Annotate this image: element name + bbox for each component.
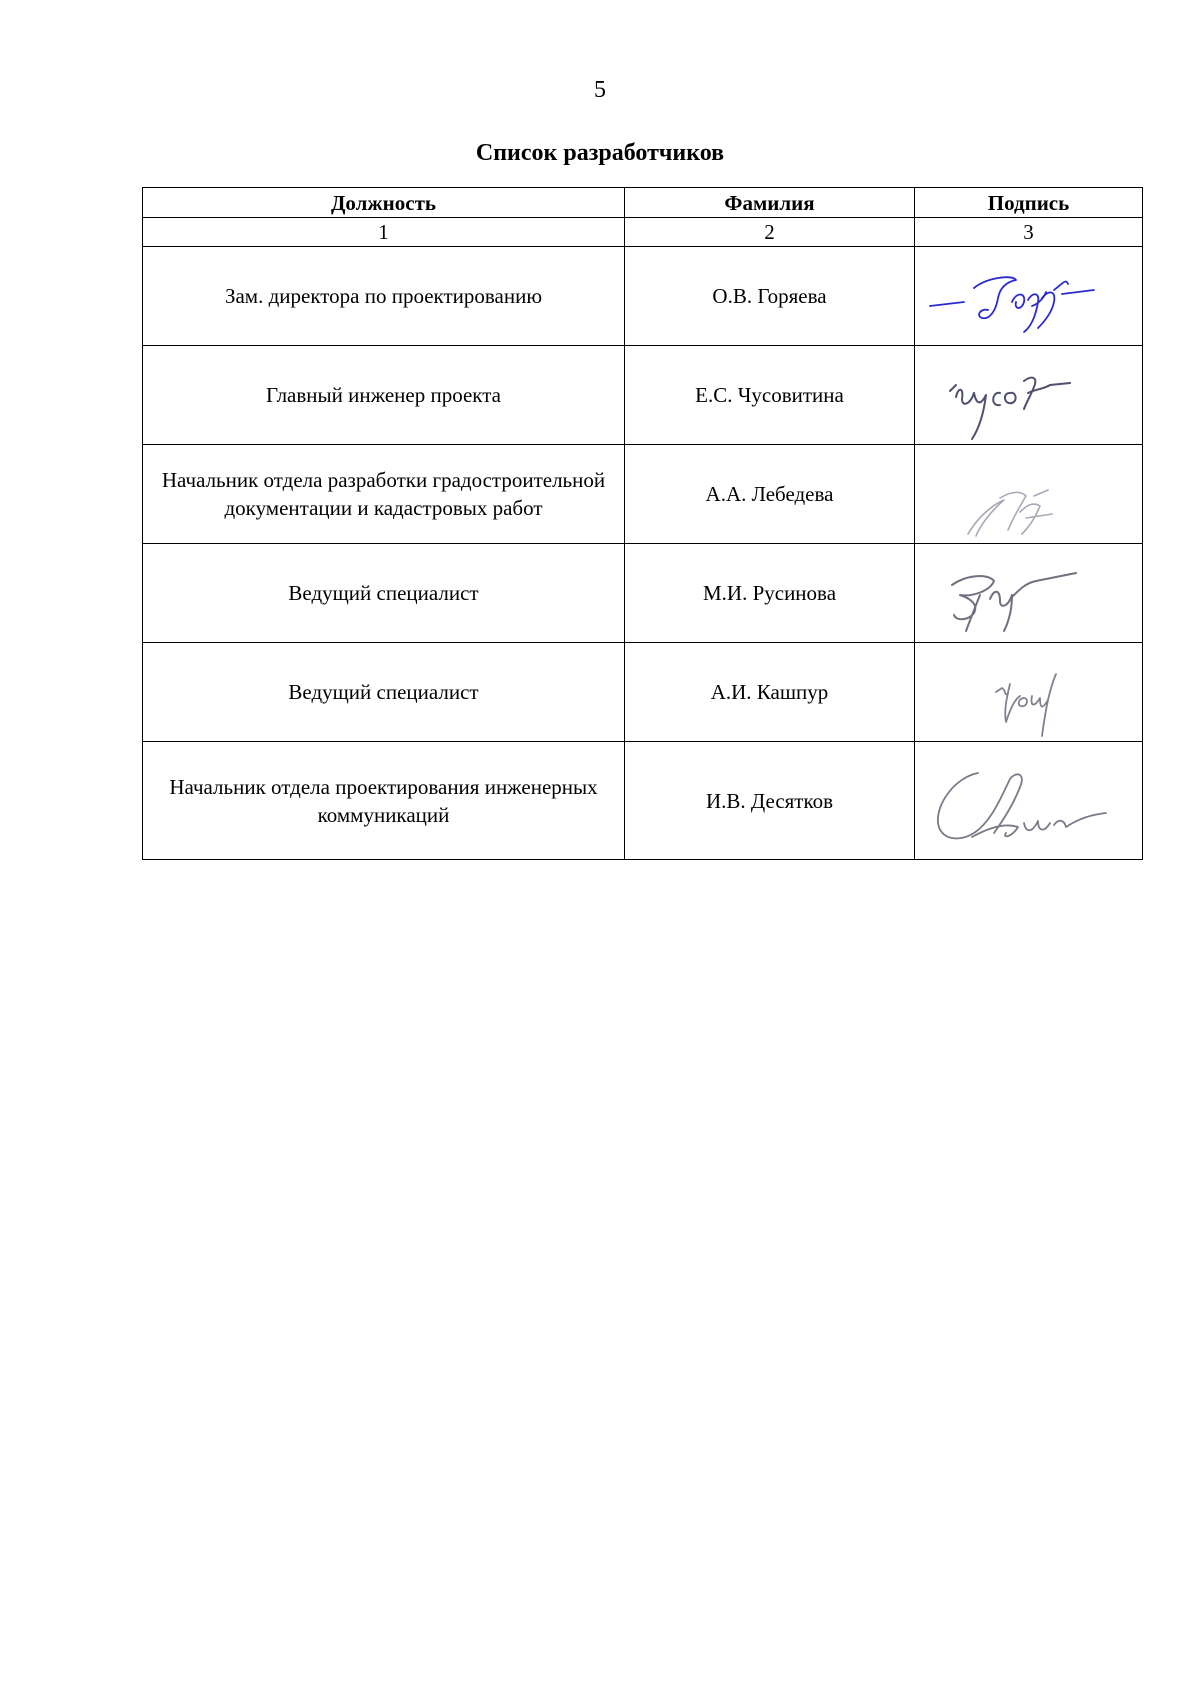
position-cell: Главный инженер проекта <box>143 346 625 445</box>
signature-cell <box>915 346 1143 445</box>
signature-strokes <box>968 490 1052 536</box>
header-name: Фамилия <box>625 188 915 218</box>
name-cell: И.В. Десятков <box>625 742 915 860</box>
signature-strokes <box>950 378 1070 439</box>
header-signature: Подпись <box>915 188 1143 218</box>
position-cell: Ведущий специалист <box>143 544 625 643</box>
page-number: 5 <box>594 77 606 103</box>
position-cell: Начальник отдела разработки градостроительной документации и кадастровых работ <box>143 445 625 544</box>
table-row <box>143 445 1143 544</box>
signature-desyatkov <box>916 746 1142 856</box>
column-number: 2 <box>625 218 915 247</box>
signature-lebedeva <box>916 446 1142 542</box>
table-row <box>143 643 1143 742</box>
position-cell: Ведущий специалист <box>143 643 625 742</box>
name-cell: А.И. Кашпур <box>625 643 915 742</box>
developers-table <box>142 187 1143 860</box>
signature-cell <box>915 247 1143 346</box>
page-title: Список разработчиков <box>475 140 725 166</box>
signature-rusinova <box>916 545 1142 641</box>
signature-kashpur <box>916 644 1142 740</box>
header-position: Должность <box>143 188 625 218</box>
table-row <box>143 742 1143 860</box>
signature-cell <box>915 544 1143 643</box>
signature-cell <box>915 643 1143 742</box>
signature-cell <box>915 742 1143 860</box>
signature-cell <box>915 445 1143 544</box>
column-numbers-row <box>143 218 1143 247</box>
name-cell: М.И. Русинова <box>625 544 915 643</box>
name-cell: О.В. Горяева <box>625 247 915 346</box>
signature-strokes <box>996 674 1056 736</box>
signature-strokes <box>930 277 1094 332</box>
column-number: 1 <box>143 218 625 247</box>
table-header-row <box>143 188 1143 218</box>
position-cell: Зам. директора по проектированию <box>143 247 625 346</box>
signature-strokes <box>937 773 1105 838</box>
table-row <box>143 247 1143 346</box>
name-cell: А.А. Лебедева <box>625 445 915 544</box>
table-row <box>143 544 1143 643</box>
name-cell: Е.С. Чусовитина <box>625 346 915 445</box>
position-cell: Начальник отдела проектирования инженерных коммуникаций <box>143 742 625 860</box>
signature-goryaeva <box>916 248 1142 344</box>
table-row <box>143 346 1143 445</box>
signature-strokes <box>952 573 1076 631</box>
signature-chusovitina <box>916 347 1142 443</box>
column-number: 3 <box>915 218 1143 247</box>
